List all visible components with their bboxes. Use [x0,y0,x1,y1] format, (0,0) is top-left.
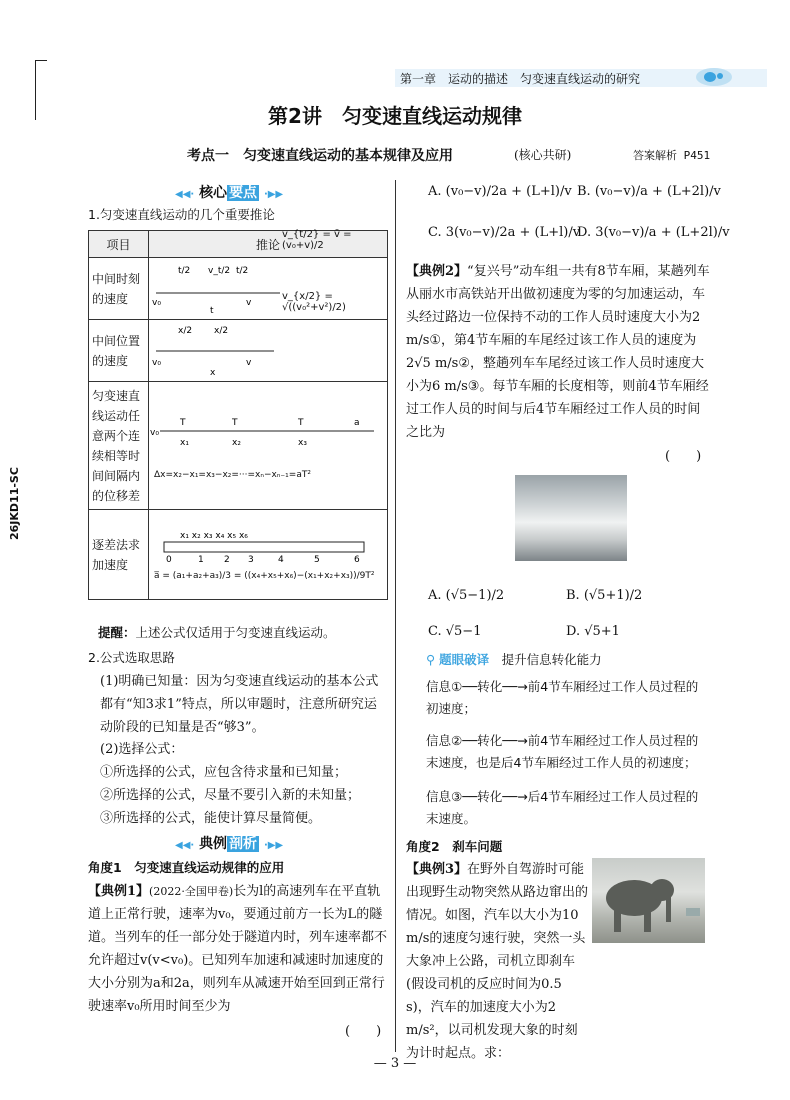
row4-label: 逐差法求加速度 [89,510,149,600]
kaodian-note: (核心共研) [514,148,572,162]
core-heading: ◀◀· 核心 要点 ·▶▶ [175,185,284,201]
paragraph-5: ③所选择的公式，能使计算尽量简便。 [100,811,322,826]
location-icon: ⚲ [426,652,436,667]
column-divider [395,180,396,1052]
svg-text:t/2: t/2 [178,266,191,276]
corner-rule [35,60,47,61]
row4-diagram [149,510,388,600]
svg-text:4: 4 [278,555,284,565]
ex2-option-c: C. √5−1 [428,624,482,639]
logo-icon [694,66,734,88]
ex2-option-d: D. √5+1 [566,624,620,639]
example-heading: ◀◀· 典例 剖析 ·▶▶ [175,836,284,852]
ex2-bracket: ( ) [665,449,702,464]
example-2: 【典例2】“复兴号”动车组一共有8节车厢，某趟列车从丽水市高铁站开出做初速度为零的匀加速运动，车头经过路边一位保持不动的工作人员时速度大小为2 m/s①，第4节车厢的车尾经过该工作人员的速度为2√5 m/s②，整趟列车车尾经过该工作人员时速度大小为6 m/s③。每节车厢的长度相等，则前4节车厢经过工作人员的时间与后4节车厢经过工作人员的时间之比为 [406,264,710,440]
side-code: 26JKD11-SC [8,467,21,540]
example-1: 【典例1】(2022·全国甲卷)长为l的高速列车在平直轨道上正常行驶，速率为v₀，要通过前方一长为L的隧道。当列车的任一部分处于隧道内时，列车速率都不允许超过v(v<v₀)。已知列车加速和减速时加速度的大小分别为a和2a，则列车从减速开始至回到正常行驶速率v₀所用时间至少为 [88,884,388,1014]
row1-label: 中间时刻的速度 [89,258,149,320]
svg-text:a: a [354,418,360,428]
elephant-photo [592,858,705,943]
row2-formula: v_{x/2} = √((v₀²+v²)/2) [282,291,346,313]
svg-text:v₀: v₀ [150,428,159,438]
row3-label: 匀变速直线运动任意两个连续相等时间间隔内的位移差 [89,382,149,510]
chapter-header: 第一章 运动的描述 匀变速直线运动的研究 [400,72,641,86]
row3-diagram [149,382,388,510]
example-3: 【典例3】在野外自驾游时可能出现野生动物突然从路边窜出的情况。如图，汽车以大小为10 m/s的速度匀速行驶，突然一头大象冲上公路，司机立即刹车(假设司机的反应时间为0.5 s)，汽车的加速度大小为2 m/s²，以司机发现大象的时刻为计时起点。求： [406,862,589,1061]
info-1: 信息①──转化──→前4节车厢经过工作人员过程的初速度； [426,679,699,716]
svg-text:T: T [180,418,186,428]
th-inference: 推论 [149,231,388,258]
ex1-option-d: D. 3(v₀−v)/a + (L+2l)/v [577,225,730,240]
ex1-option-a: A. (v₀−v)/2a + (L+l)/v [428,184,572,199]
svg-text:v: v [246,358,252,368]
svg-text:t/2: t/2 [236,266,249,276]
row1-formula: v_{t/2} = v̄ = (v₀+v)/2 [282,229,352,251]
svg-text:v₀: v₀ [152,358,161,368]
ex1-bracket: ( ) [345,1024,382,1039]
train-photo [515,475,627,561]
tip-line: ⚲ 题眼破译 提升信息转化能力 [426,652,602,667]
info-3: 信息③──转化──→后4节车厢经过工作人员过程的末速度。 [426,789,699,826]
svg-text:v: v [246,298,252,308]
inference-table [88,230,388,600]
svg-text:3: 3 [248,555,254,565]
row2-label: 中间位置的速度 [89,320,149,382]
row4-formula: a̅ = (a₁+a₂+a₃)/3 = ((x₄+x₅+x₆)−(x₁+x₂+x₃))/9T² [154,571,375,581]
row3-formula: Δx=x₂−x₁=x₃−x₂=···=xₙ−xₙ₋₁=aT² [154,470,311,480]
svg-text:T: T [232,418,238,428]
svg-text:6: 6 [354,555,360,565]
paragraph-4: ②所选择的公式，尽量不要引入新的未知量； [100,788,361,803]
svg-text:x₂: x₂ [232,438,241,448]
row2-diagram [149,291,388,382]
svg-text:x₃: x₃ [298,438,307,448]
item1: 1.匀变速直线运动的几个重要推论 [88,207,275,222]
angle-2: 角度2 刹车问题 [406,839,503,854]
answer-ref: 答案解析 P451 [633,149,711,162]
svg-text:2: 2 [224,555,230,565]
info-2: 信息②──转化──→前4节车厢经过工作人员过程的末速度，也是后4节车厢经过工作人员的初速度； [426,733,699,770]
paragraph-1: (1)明确已知量：因为匀变速直线运动的基本公式都有“知3求1”特点，所以审题时，注意所研究运动阶段的已知量是否“够3”。 [100,674,379,735]
svg-text:x/2: x/2 [214,326,229,336]
item2: 2.公式选取思路 [88,650,175,665]
kaodian-label: 考点一 匀变速直线运动的基本规律及应用 [187,148,453,164]
svg-text:x/2: x/2 [178,326,193,336]
svg-text:0: 0 [166,555,172,565]
svg-text:5: 5 [314,555,320,565]
svg-text:x₁: x₁ [180,438,189,448]
ex2-option-a: A. (√5−1)/2 [428,588,505,603]
svg-text:1: 1 [198,555,204,565]
svg-text:x₁ x₂ x₃ x₄ x₅ x₆: x₁ x₂ x₃ x₄ x₅ x₆ [180,531,248,541]
reminder: 提醒：上述公式仅适用于匀变速直线运动。 [98,625,336,640]
ex1-option-c: C. 3(v₀−v)/2a + (L+l)/v [428,225,581,240]
svg-text:v₀: v₀ [152,298,161,308]
paragraph-2: (2)选择公式： [100,742,184,757]
th-item: 项目 [89,231,149,258]
page-title: 第2讲 匀变速直线运动规律 [268,104,522,128]
angle-1: 角度1 匀变速直线运动规律的应用 [88,860,285,875]
paragraph-3: ①所选择的公式，应包含待求量和已知量； [100,765,348,780]
ex2-option-b: B. (√5+1)/2 [566,588,643,603]
page-number: — 3 — [373,1056,417,1071]
ex1-option-b: B. (v₀−v)/a + (L+2l)/v [577,184,721,199]
svg-text:v_t/2: v_t/2 [208,266,231,276]
svg-text:T: T [298,418,304,428]
svg-text:t: t [210,306,214,315]
svg-text:x: x [210,368,216,377]
